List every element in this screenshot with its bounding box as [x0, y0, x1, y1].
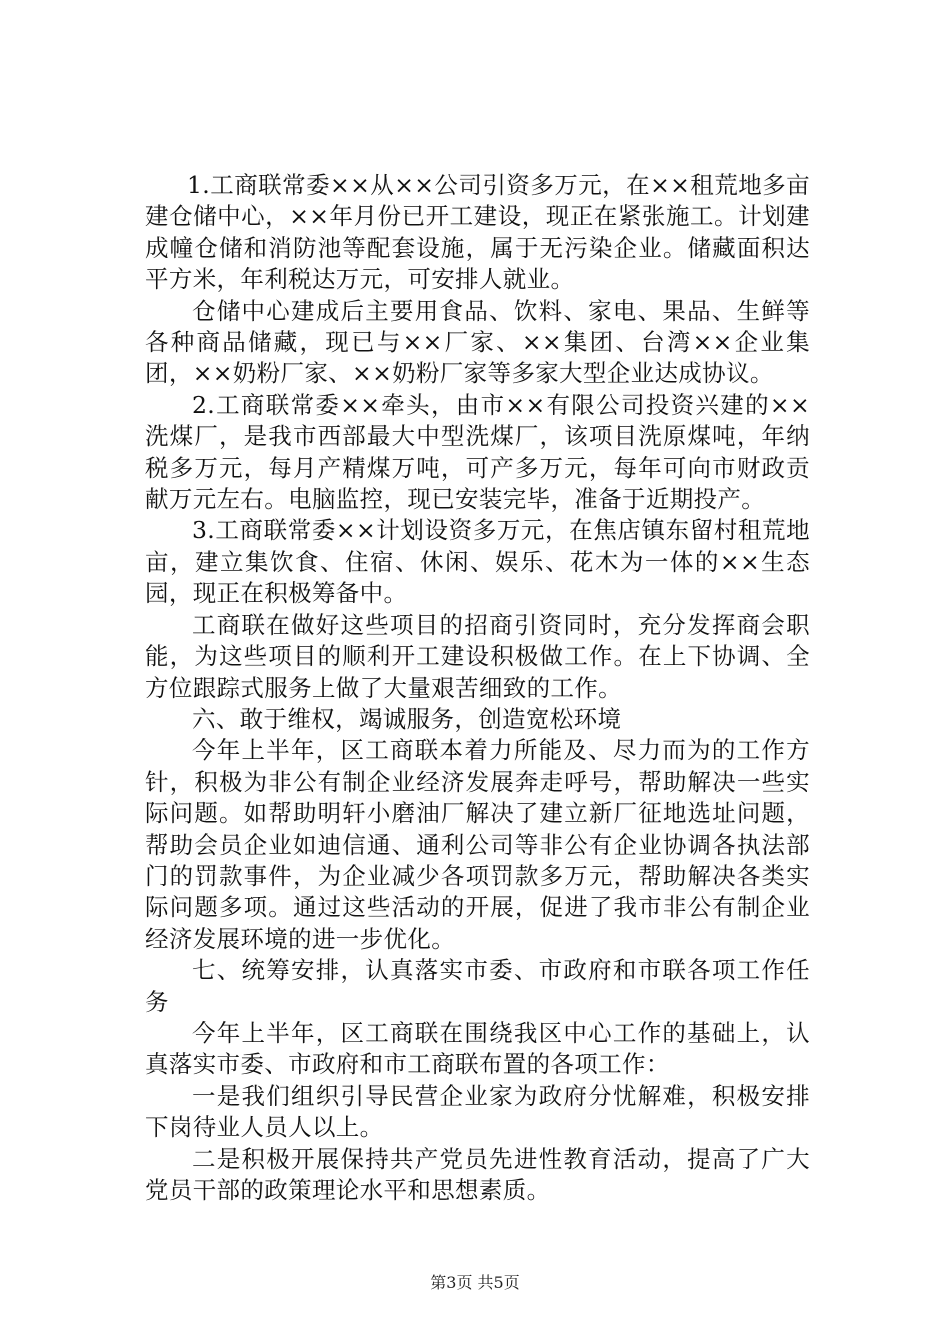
- page-footer: 第3页 共5页: [430, 1273, 520, 1292]
- section-heading-six: 六、敢于维权，竭诚服务，创造宽松环境: [192, 704, 622, 733]
- paragraph-warehouse-usage: 仓储中心建成后主要用食品、饮料、家电、果品、生鲜等各种商品储藏，现已与××厂家、××集团、台湾××企业集团，××奶粉厂家、××奶粉厂家等多家大型企业达成协议。: [145, 296, 810, 388]
- paragraph-project-2: 2.工商联常委××牵头，由市××有限公司投资兴建的××洗煤厂，是我市西部最大中型洗煤厂，该项目洗原煤吨，年纳税多万元，每月产精煤万吨，可产多万元，每年可向市财政贡献万元左右。电脑监控，现已安装完毕，准备于近期投产。: [145, 390, 810, 514]
- paragraph-project-3: 3.工商联常委××计划设资多万元，在焦店镇东留村租荒地亩，建立集饮食、住宿、休闲、娱乐、花木为一体的××生态园，现正在积极筹备中。: [145, 516, 810, 608]
- paragraph-rights-service: 今年上半年，区工商联本着力所能及、尽力而为的工作方针，积极为非公有制企业经济发展奔走呼号，帮助解决一些实际问题。如帮助明轩小磨油厂解决了建立新厂征地选址问题，帮助会员企业如迪信通、通利公司等非公有企业协调各执法部门的罚款事件，为企业减少各项罚款多万元，帮助解决各类实际问题多项。通过这些活动的开展，促进了我市非公有制企业经济发展环境的进一步优化。: [145, 736, 810, 953]
- paragraph-point-two: 二是积极开展保持共产党员先进性教育活动，提高了广大党员干部的政策理论水平和思想素质。: [145, 1144, 810, 1204]
- paragraph-project-1: 1.工商联常委××从××公司引资多万元，在××租荒地多亩建仓储中心，××年月份已开工建设，现正在紧张施工。计划建成幢仓储和消防池等配套设施，属于无污染企业。储藏面积达平方米，年利税达万元，可安排人就业。: [145, 171, 810, 294]
- paragraph-task-implementation: 今年上半年，区工商联在围绕我区中心工作的基础上，认真落实市委、市政府和市工商联布置的各项工作：: [145, 1018, 810, 1079]
- paragraph-point-one: 一是我们组织引导民营企业家为政府分忧解难，积极安排下岗待业人员人以上。: [145, 1081, 810, 1142]
- document-body: [145, 170, 810, 1206]
- paragraph-investment-summary: 工商联在做好这些项目的招商引资同时，充分发挥商会职能，为这些项目的顺利开工建设积极做工作。在上下协调、全方位跟踪式服务上做了大量艰苦细致的工作。: [145, 610, 810, 702]
- section-heading-seven: 七、统筹安排，认真落实市委、市政府和市联各项工作任务: [145, 956, 810, 1016]
